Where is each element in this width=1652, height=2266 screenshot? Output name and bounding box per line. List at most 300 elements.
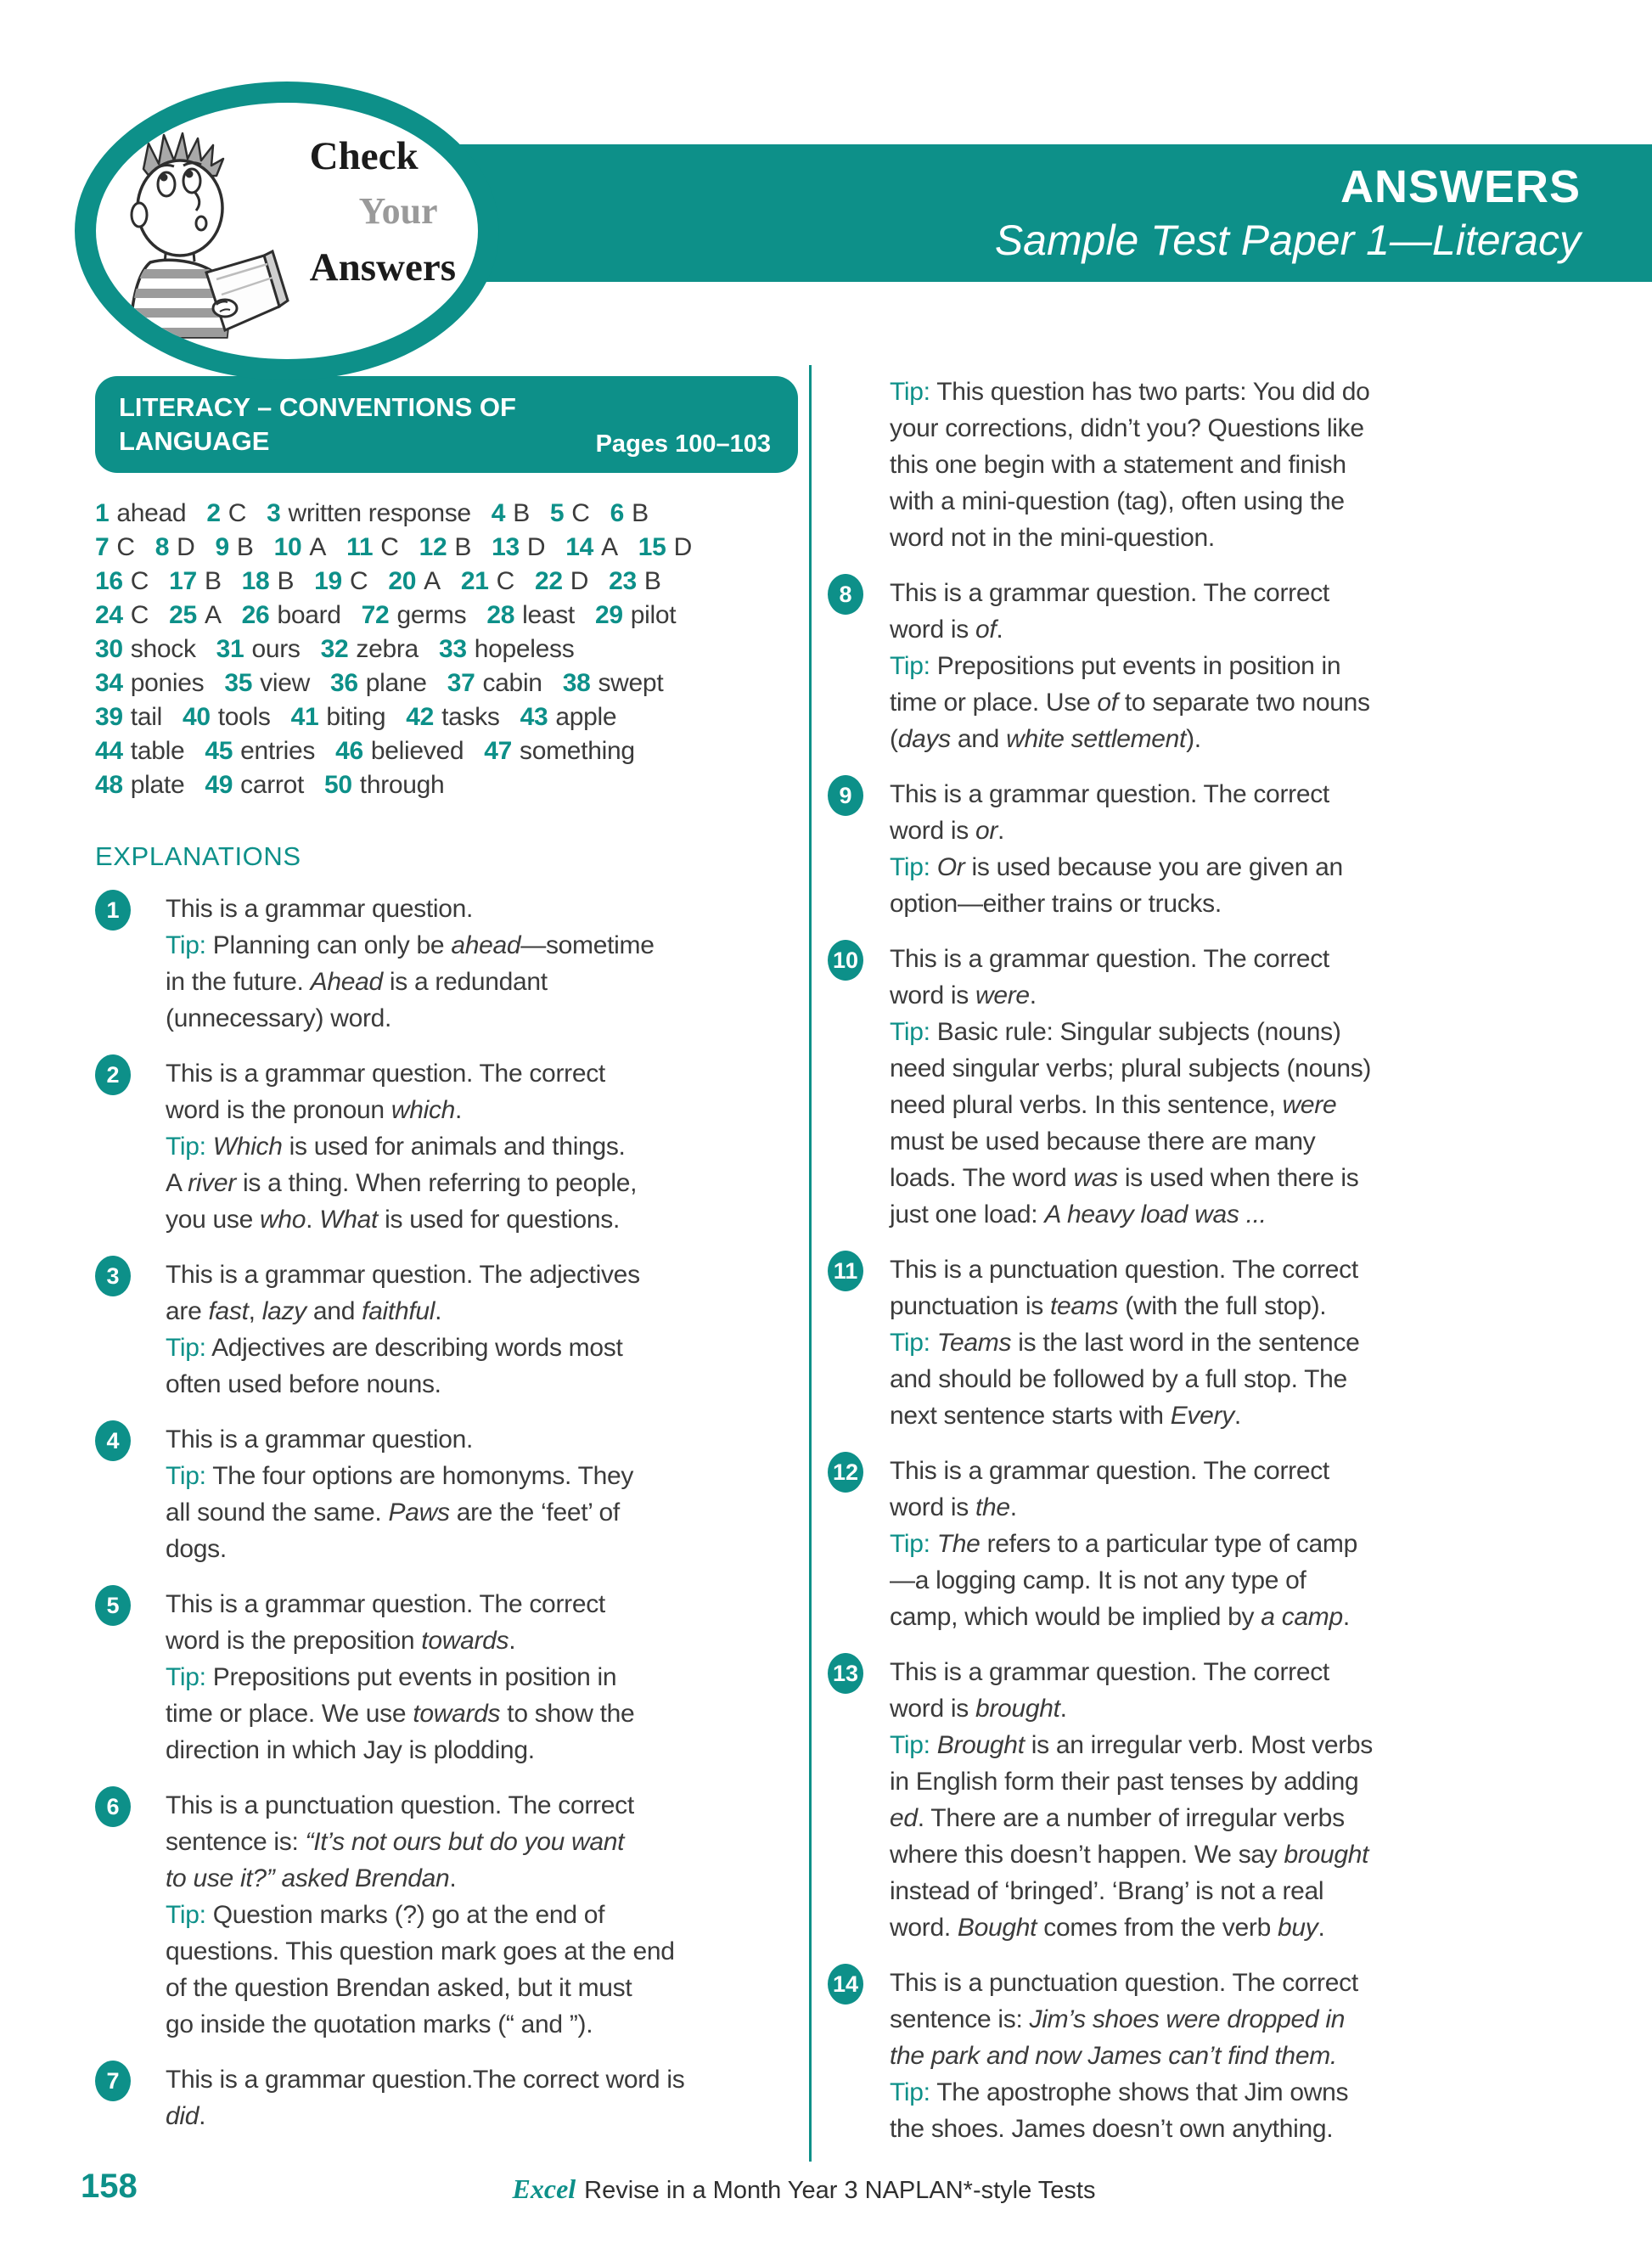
answer-number: 35	[224, 669, 253, 697]
answer-number: 40	[182, 703, 211, 731]
item-text	[166, 891, 655, 1037]
text-line: This is a grammar question.The correct word is	[166, 2066, 685, 2094]
italic-text: Paws	[388, 1498, 450, 1527]
answer-text: shock	[130, 635, 196, 663]
answer-number: 28	[486, 601, 515, 629]
item-text	[166, 1257, 640, 1403]
tip-label: Tip:	[890, 853, 930, 881]
answer-text: B	[277, 567, 295, 595]
text-line: option—either trains or trucks.	[890, 890, 1222, 918]
item-number-badge: 7	[95, 2061, 131, 2101]
answer-text: tools	[217, 703, 271, 731]
explanation-item	[95, 1586, 798, 1768]
answer-number: 44	[95, 737, 123, 765]
answer-text: C	[130, 567, 149, 595]
answer-number: 36	[330, 669, 358, 697]
answer-number: 7	[95, 533, 110, 561]
answer-text: board	[277, 601, 341, 629]
text-line: time or place. Use of to separate two nouns	[890, 689, 1370, 717]
answer-number: 13	[492, 533, 520, 561]
answer-number: 3	[267, 499, 281, 527]
answer-text: B	[643, 567, 661, 595]
italic-text: towards	[421, 1627, 509, 1655]
item-number-badge: 3	[95, 1256, 131, 1296]
answer-number: 30	[95, 635, 123, 663]
item-text	[166, 1055, 637, 1238]
answer-text: tail	[130, 703, 162, 731]
answer-text: swept	[598, 669, 664, 697]
item-text	[890, 1251, 1360, 1434]
explanation-item	[828, 1453, 1596, 1635]
italic-text: a camp	[1261, 1603, 1343, 1631]
answer-number: 16	[95, 567, 123, 595]
italic-text: ed	[890, 1804, 918, 1832]
text-line: Tip: Question marks (?) go at the end of	[166, 1901, 605, 1929]
italic-text: Brought	[936, 1731, 1025, 1759]
italic-text: What	[319, 1206, 379, 1234]
answer-number: 19	[314, 567, 342, 595]
item-number-badge: 4	[95, 1420, 131, 1461]
italic-text: teams	[1049, 1292, 1119, 1320]
text-line: This is a grammar question. The correct	[166, 1590, 605, 1618]
logo-text	[310, 133, 456, 290]
answer-text: biting	[326, 703, 386, 731]
footer	[0, 2173, 1608, 2205]
answers-banner	[306, 144, 1652, 282]
text-line: This is a grammar question. The correct	[890, 1658, 1329, 1686]
text-line: Tip: Which is used for animals and things.	[166, 1133, 626, 1161]
answer-text: germs	[396, 601, 467, 629]
italic-text: river	[188, 1169, 236, 1197]
text-line: time or place. We use towards to show the	[166, 1700, 635, 1728]
answer-number: 21	[460, 567, 489, 595]
text-line: —a logging camp. It is not any type of	[890, 1566, 1306, 1594]
italic-text: brought	[1284, 1841, 1369, 1869]
answer-key-line	[95, 633, 798, 666]
text-line: this one begin with a statement and finish	[890, 451, 1346, 479]
answer-number: 72	[361, 601, 390, 629]
italic-text: ahead	[451, 931, 521, 959]
explanation-item	[95, 891, 798, 1037]
italic-text: Teams	[936, 1329, 1012, 1357]
answer-text: least	[522, 601, 575, 629]
text-line: to use it?” asked Brendan.	[166, 1864, 457, 1892]
text-line: This is a punctuation question. The correct	[890, 1256, 1358, 1284]
item-number-badge: 2	[95, 1054, 131, 1095]
answer-number: 25	[169, 601, 197, 629]
answer-text: apple	[555, 703, 617, 731]
answer-text: B	[454, 533, 472, 561]
text-line: the shoes. James doesn’t own anything.	[890, 2115, 1334, 2143]
answer-number: 6	[610, 499, 625, 527]
answer-number: 12	[419, 533, 447, 561]
answer-number: 22	[534, 567, 563, 595]
answer-text: C	[228, 499, 247, 527]
italic-text: of	[975, 616, 997, 644]
answer-number: 15	[638, 533, 666, 561]
section-header-box	[95, 376, 798, 473]
answer-key-line	[95, 497, 798, 531]
answer-text: zebra	[356, 635, 419, 663]
answer-number: 47	[484, 737, 512, 765]
answer-key-line	[95, 565, 798, 599]
answer-text: A	[204, 601, 222, 629]
answer-key-line	[95, 531, 798, 565]
text-line: in the future. Ahead is a redundant	[166, 968, 548, 996]
logo-word-answers: Answers	[309, 245, 456, 290]
italic-text: which	[391, 1096, 456, 1124]
italic-text: lazy	[261, 1297, 306, 1325]
explanation-item	[95, 2061, 798, 2134]
logo-inner	[96, 103, 478, 359]
text-line: sentence is: “It’s not ours but do you want	[166, 1828, 625, 1856]
check-your-answers-logo	[75, 82, 499, 380]
answer-number: 42	[406, 703, 435, 731]
answer-number: 14	[565, 533, 594, 561]
page-number: 158	[81, 2168, 138, 2205]
answer-key-line	[95, 599, 798, 633]
answer-text: C	[571, 499, 590, 527]
explanation-item	[828, 776, 1596, 922]
tip-label: Tip:	[166, 1663, 206, 1691]
answer-number: 23	[609, 567, 637, 595]
answer-text: ponies	[130, 669, 205, 697]
answer-text: believed	[370, 737, 464, 765]
italic-text: towards	[413, 1700, 501, 1728]
answer-text: D	[526, 533, 546, 561]
answer-text: B	[632, 499, 649, 527]
item-text	[166, 1586, 634, 1768]
text-line: This is a grammar question.	[166, 1425, 474, 1454]
text-line: go inside the quotation marks (“ and ”).	[166, 2010, 593, 2038]
answer-key-line	[95, 666, 798, 700]
answer-text: tasks	[441, 703, 500, 731]
column-divider	[809, 365, 812, 2162]
text-line: This is a punctuation question. The correct	[166, 1791, 634, 1819]
italic-text: white settlement	[1006, 725, 1187, 753]
text-line: questions. This question mark goes at the end	[166, 1937, 675, 1965]
answer-number: 41	[290, 703, 319, 731]
text-line: sentence is: Jim’s shoes were dropped in	[890, 2005, 1346, 2033]
italic-text: The	[936, 1530, 981, 1558]
italic-text: the	[975, 1493, 1010, 1521]
text-line: word is were.	[890, 981, 1037, 1009]
text-line: where this doesn’t happen. We say brought	[890, 1841, 1369, 1869]
answer-text: B	[236, 533, 254, 561]
text-line: instead of ‘bringed’. ‘Brang’ is not a real	[890, 1877, 1324, 1905]
italic-text: Or	[936, 853, 965, 881]
text-line: must be used because there are many	[890, 1127, 1316, 1155]
item-number-badge: 9	[828, 775, 863, 816]
italic-text: A heavy load was ...	[1044, 1200, 1267, 1229]
text-line: This is a punctuation question. The correct	[890, 1969, 1358, 1997]
text-line: This is a grammar question. The correct	[166, 1060, 605, 1088]
tip-label: Tip:	[166, 931, 206, 959]
answer-text: A	[601, 533, 618, 561]
answer-key-line	[95, 768, 798, 802]
answer-number: 45	[205, 737, 233, 765]
answer-key-line	[95, 734, 798, 768]
text-line: word is the preposition towards.	[166, 1627, 516, 1655]
answer-text: ours	[251, 635, 301, 663]
answer-text: B	[513, 499, 530, 527]
answer-text: carrot	[240, 771, 305, 799]
answer-text: C	[380, 533, 399, 561]
text-line: Tip: Planning can only be ahead—sometime	[166, 931, 655, 959]
italic-text: did	[166, 2102, 199, 2130]
item-text	[166, 2061, 684, 2134]
italic-text: days	[897, 725, 951, 753]
text-line: Tip: Brought is an irregular verb. Most verbs	[890, 1731, 1373, 1759]
answer-text: C	[116, 533, 135, 561]
answer-number: 37	[447, 669, 475, 697]
explanation-item	[828, 941, 1596, 1233]
text-line: punctuation is teams (with the full stop).	[890, 1292, 1327, 1320]
text-line: with a mini-question (tag), often using the	[890, 487, 1345, 515]
item-number-badge: 1	[95, 890, 131, 931]
answer-text: through	[359, 771, 445, 799]
text-line: A river is a thing. When referring to people,	[166, 1169, 638, 1197]
answer-number: 9	[215, 533, 229, 561]
italic-text: Every	[1170, 1402, 1234, 1430]
answer-number: 26	[241, 601, 270, 629]
text-line: and should be followed by a full stop. The	[890, 1365, 1347, 1393]
italic-text: were	[1282, 1091, 1337, 1119]
answer-key	[95, 497, 798, 802]
answer-number: 10	[273, 533, 302, 561]
item-text	[890, 1654, 1373, 1946]
text-line: Tip: Basic rule: Singular subjects (nouns)	[890, 1018, 1341, 1046]
answer-number: 46	[335, 737, 363, 765]
footer-title: Revise in a Month Year 3 NAPLAN*-style Tests	[584, 2177, 1096, 2204]
tip-label: Tip:	[890, 1329, 930, 1357]
text-line: of the question Brendan asked, but it must	[166, 1974, 632, 2002]
answer-text: written response	[288, 499, 471, 527]
italic-text: Which	[212, 1133, 283, 1161]
logo-word-your: Your	[358, 190, 438, 232]
tip-label: Tip:	[890, 1731, 930, 1759]
answer-text: D	[570, 567, 589, 595]
answer-number: 18	[241, 567, 270, 595]
boy-illustration	[98, 128, 312, 351]
text-line: camp, which would be implied by a camp.	[890, 1603, 1350, 1631]
tip-label: Tip:	[890, 1018, 930, 1046]
text-line: Tip: The apostrophe shows that Jim owns	[890, 2078, 1349, 2106]
item-number-badge: 13	[828, 1653, 863, 1694]
answer-text: C	[349, 567, 368, 595]
text-line: word. Bought comes from the verb buy.	[890, 1914, 1325, 1942]
answer-number: 31	[216, 635, 244, 663]
section-pages: Pages 100–103	[595, 430, 771, 458]
answer-text: cabin	[482, 669, 542, 697]
item-number-badge: 10	[828, 940, 863, 981]
text-line: This is a grammar question. The adjectives	[166, 1261, 640, 1289]
text-line: you use who. What is used for questions.	[166, 1206, 620, 1234]
answer-number: 49	[205, 771, 233, 799]
answer-text: view	[260, 669, 310, 697]
text-line: loads. The word was is used when there is	[890, 1164, 1359, 1192]
answer-number: 38	[562, 669, 591, 697]
italic-text: “It’s not ours but do you want	[305, 1828, 625, 1856]
answer-text: A	[309, 533, 327, 561]
explanation-item	[828, 1965, 1596, 2147]
text-line: often used before nouns.	[166, 1370, 441, 1398]
italic-text: fast	[208, 1297, 249, 1325]
logo-word-check: Check	[309, 134, 419, 178]
text-line: all sound the same. Paws are the ‘feet’ of	[166, 1498, 620, 1527]
italic-text: were	[975, 981, 1030, 1009]
text-line: This is a grammar question. The correct	[890, 780, 1329, 808]
section-title-line2: LANGUAGE	[119, 425, 270, 456]
answer-number: 11	[346, 533, 374, 561]
text-line: direction in which Jay is plodding.	[166, 1736, 535, 1764]
italic-text: Bought	[957, 1914, 1037, 1942]
italic-text: was	[1073, 1164, 1118, 1192]
answer-number: 34	[95, 669, 123, 697]
answer-text: D	[177, 533, 195, 561]
text-line: Tip: This question has two parts: You did do	[890, 378, 1370, 406]
item-text	[166, 1787, 675, 2043]
text-line: dogs.	[166, 1535, 227, 1563]
italic-text: buy	[1278, 1914, 1318, 1942]
text-line: just one load: A heavy load was ...	[890, 1200, 1267, 1229]
footer-brand: Excel	[512, 2173, 576, 2204]
text-line: (days and white settlement).	[890, 725, 1201, 753]
item-text	[890, 941, 1371, 1233]
banner-subtitle: Sample Test Paper 1—Literacy	[994, 216, 1581, 265]
answer-number: 50	[324, 771, 352, 799]
answer-text: entries	[240, 737, 316, 765]
text-line: This is a grammar question. The correct	[890, 579, 1329, 607]
item-number-badge: 12	[828, 1452, 863, 1493]
text-line: need singular verbs; plural subjects (nouns)	[890, 1054, 1372, 1082]
tip-continuation	[890, 374, 1596, 556]
answer-text: A	[424, 567, 441, 595]
item-number-badge: 8	[828, 574, 863, 615]
explanation-item	[95, 1421, 798, 1567]
item-text	[166, 1421, 633, 1567]
italic-text: brought	[975, 1695, 1060, 1723]
answer-text: plate	[130, 771, 185, 799]
text-line: did.	[166, 2102, 206, 2130]
answer-number: 4	[491, 499, 506, 527]
tip-label: Tip:	[890, 1530, 930, 1558]
answer-number: 17	[169, 567, 197, 595]
text-line: word is or.	[890, 817, 1005, 845]
italic-text: the park and now James can’t find them.	[890, 2042, 1337, 2070]
explanation-item	[828, 1654, 1596, 1946]
text-line: This is a grammar question. The correct	[890, 945, 1329, 973]
answer-text: plane	[365, 669, 427, 697]
italic-text: faithful	[362, 1297, 435, 1325]
answer-text: D	[673, 533, 692, 561]
text-line: (unnecessary) word.	[166, 1004, 392, 1032]
answer-number: 32	[320, 635, 349, 663]
text-line: Tip: Teams is the last word in the sentence	[890, 1329, 1360, 1357]
explanation-item	[95, 1787, 798, 2043]
text-line: word not in the mini-question.	[890, 524, 1215, 552]
explanations-heading: EXPLANATIONS	[95, 841, 301, 871]
answer-text: something	[520, 737, 635, 765]
text-line: your corrections, didn’t you? Questions like	[890, 414, 1364, 442]
left-column	[95, 376, 798, 2134]
answer-text: B	[204, 567, 222, 595]
italic-text: to use it?” asked Brendan	[166, 1864, 450, 1892]
text-line: Tip: Prepositions put events in position in	[166, 1663, 617, 1691]
answer-number: 48	[95, 771, 123, 799]
text-line: word is the.	[890, 1493, 1017, 1521]
item-text	[890, 1965, 1358, 2147]
answer-text: table	[130, 737, 185, 765]
italic-text: or	[975, 817, 998, 845]
answer-number: 1	[95, 499, 110, 527]
text-line: This is a grammar question.	[166, 895, 474, 923]
text-line: word is of.	[890, 616, 1003, 644]
italic-text: who	[260, 1206, 306, 1234]
explanation-item	[828, 1251, 1596, 1434]
section-title-line1: LITERACY – CONVENTIONS OF	[119, 392, 516, 422]
item-text	[890, 575, 1370, 757]
answer-number: 5	[549, 499, 565, 527]
answer-number: 43	[520, 703, 548, 731]
right-column	[828, 374, 1596, 2147]
answer-text: C	[496, 567, 514, 595]
text-line: This is a grammar question. The correct	[890, 1457, 1329, 1485]
text-line: ed. There are a number of irregular verbs	[890, 1804, 1345, 1832]
answer-key-line	[95, 700, 798, 734]
explanation-item	[95, 1257, 798, 1403]
explanation-item	[828, 575, 1596, 757]
explanation-item	[95, 1055, 798, 1238]
answer-number: 20	[388, 567, 417, 595]
text-line: are fast, lazy and faithful.	[166, 1297, 442, 1325]
text-line	[890, 2038, 1358, 2074]
text-line: Tip: Or is used because you are given an	[890, 853, 1343, 881]
answer-number: 33	[438, 635, 467, 663]
answer-number: 39	[95, 703, 123, 731]
answer-number: 29	[594, 601, 623, 629]
text-line: Tip: The refers to a particular type of camp	[890, 1530, 1357, 1558]
item-number-badge: 14	[828, 1964, 863, 2005]
italic-text: of	[1097, 689, 1118, 717]
text-line: Tip: Prepositions put events in position in	[890, 652, 1341, 680]
answer-text: C	[130, 601, 149, 629]
answer-number: 8	[155, 533, 170, 561]
tip-label: Tip:	[166, 1901, 206, 1929]
answer-text: pilot	[630, 601, 677, 629]
text-line: in English form their past tenses by adding	[890, 1768, 1359, 1796]
tip-label: Tip:	[166, 1334, 206, 1362]
explanations-left	[95, 891, 798, 2134]
text-line: Tip: Adjectives are describing words most	[166, 1334, 623, 1362]
text-line: Tip: The four options are homonyms. They	[166, 1462, 634, 1490]
italic-text: Jim’s shoes were dropped in	[1029, 2005, 1346, 2033]
item-text	[890, 776, 1343, 922]
text-line: word is brought.	[890, 1695, 1067, 1723]
banner-title: ANSWERS	[1340, 160, 1581, 212]
item-number-badge: 6	[95, 1786, 131, 1827]
text-line: word is the pronoun which.	[166, 1096, 463, 1124]
tip-label: Tip:	[166, 1133, 206, 1161]
answer-number: 24	[95, 601, 123, 629]
tip-label: Tip:	[890, 2078, 930, 2106]
item-number-badge: 5	[95, 1585, 131, 1626]
tip-label: Tip:	[890, 652, 930, 680]
answer-text: hopeless	[474, 635, 575, 663]
answer-number: 2	[206, 499, 221, 527]
italic-text: Ahead	[310, 968, 383, 996]
item-text	[890, 1453, 1357, 1635]
